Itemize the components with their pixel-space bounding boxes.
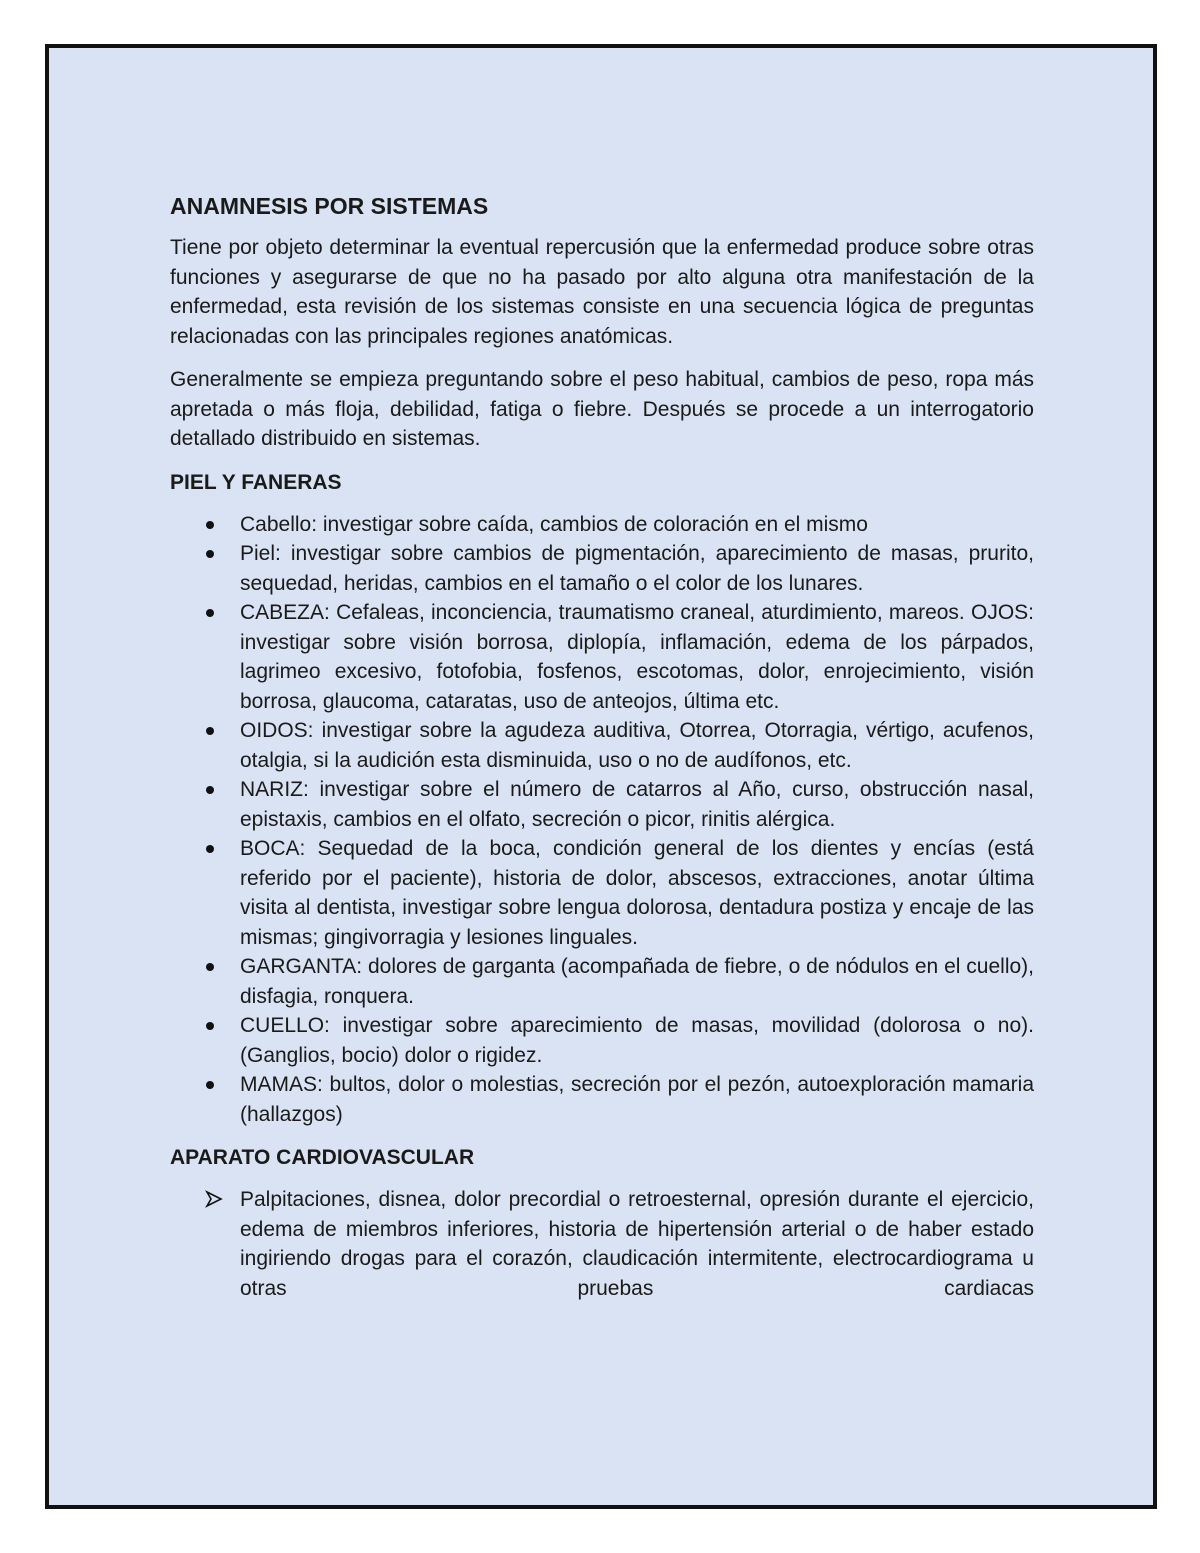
bullet-icon	[206, 1081, 214, 1089]
list-item-text: CABEZA: Cefaleas, inconciencia, traumatismo craneal, aturdimiento, mareos. OJOS: investigar sobre visión borrosa, diplopía, inflamación, edema de los párpados, lagrimeo excesivo, fotofobia, fosfenos, escotomas, dolor, enrojecimiento, visión borrosa, glaucoma, cataratas, uso de anteojos, última etc.	[240, 601, 1034, 713]
list-item	[170, 539, 1034, 598]
bullet-icon	[206, 727, 214, 735]
arrowhead-icon	[204, 1189, 224, 1209]
list-item	[170, 952, 1034, 1011]
piel-list	[170, 510, 1034, 1130]
list-item-text: MAMAS: bultos, dolor o molestias, secreción por el pezón, autoexploración mamaria (hallazgos)	[240, 1073, 1034, 1126]
list-item	[170, 1185, 1034, 1303]
list-item-text: Piel: investigar sobre cambios de pigmentación, aparecimiento de masas, prurito, sequedad, heridas, cambios en el tamaño o el color de los lunares.	[240, 542, 1034, 595]
list-item-text: BOCA: Sequedad de la boca, condición general de los dientes y encías (está referido por el paciente), historia de dolor, abscesos, extracciones, anotar última visita al dentista, investigar sobre lengua dolorosa, dentadura postiza y encaje de las mismas; gingivorragia y lesiones linguales.	[240, 837, 1034, 949]
intro-paragraph-2: Generalmente se empieza preguntando sobre el peso habitual, cambios de peso, ropa más apretada o más floja, debilidad, fatiga o fiebre. Después se procede a un interrogatorio detallado distribuido en sistemas.	[170, 368, 1034, 450]
list-item	[170, 1070, 1034, 1129]
bullet-icon	[206, 786, 214, 794]
list-item	[170, 716, 1034, 775]
list-item-text: NARIZ: investigar sobre el número de catarros al Año, curso, obstrucción nasal, epistaxis, cambios en el olfato, secreción o picor, rinitis alérgica.	[240, 778, 1034, 831]
bullet-icon	[206, 521, 214, 529]
list-item	[170, 775, 1034, 834]
list-item-text: GARGANTA: dolores de garganta (acompañada de fiebre, o de nódulos en el cuello), disfagia, ronquera.	[240, 955, 1034, 1008]
cardiovascular-list	[170, 1185, 1034, 1303]
list-item-text: CUELLO: investigar sobre aparecimiento de masas, movilidad (dolorosa o no). (Ganglios, bocio) dolor o rigidez.	[240, 1014, 1034, 1067]
bullet-icon	[206, 550, 214, 558]
section-heading-piel: PIEL Y FANERAS	[170, 470, 342, 494]
list-item	[170, 598, 1034, 716]
intro-paragraph: Tiene por objeto determinar la eventual repercusión que la enfermedad produce sobre otras funciones y asegurarse de que no ha pasado por alto alguna otra manifestación de la enfermedad, esta revisión de los sistemas consiste en una secuencia lógica de preguntas relacionadas con las principales regiones anatómicas.	[170, 236, 1034, 348]
list-item-text: OIDOS: investigar sobre la agudeza auditiva, Otorrea, Otorragia, vértigo, acufenos, otalgia, si la audición esta disminuida, uso o no de audífonos, etc.	[240, 719, 1034, 772]
bullet-icon	[206, 1022, 214, 1030]
list-item	[170, 1011, 1034, 1070]
page-frame	[45, 44, 1157, 1509]
list-item	[170, 510, 1034, 540]
bullet-icon	[206, 609, 214, 617]
list-item	[170, 834, 1034, 952]
document-title: ANAMNESIS POR SISTEMAS	[170, 193, 489, 219]
bullet-icon	[206, 963, 214, 971]
section-heading-cardiovascular: APARATO CARDIOVASCULAR	[170, 1146, 475, 1169]
list-item-text: Cabello: investigar sobre caída, cambios de coloración en el mismo	[240, 512, 868, 536]
list-item-text: Palpitaciones, disnea, dolor precordial o retroesternal, opresión durante el ejercicio, edema de miembros inferiores, historia de hipertensión arterial o de haber estado ingiriendo drogas para el corazón, claudicación intermitente, electrocardiograma u otras pruebas cardiacas	[240, 1188, 1034, 1300]
document-body	[170, 191, 1034, 1303]
bullet-icon	[206, 845, 214, 853]
